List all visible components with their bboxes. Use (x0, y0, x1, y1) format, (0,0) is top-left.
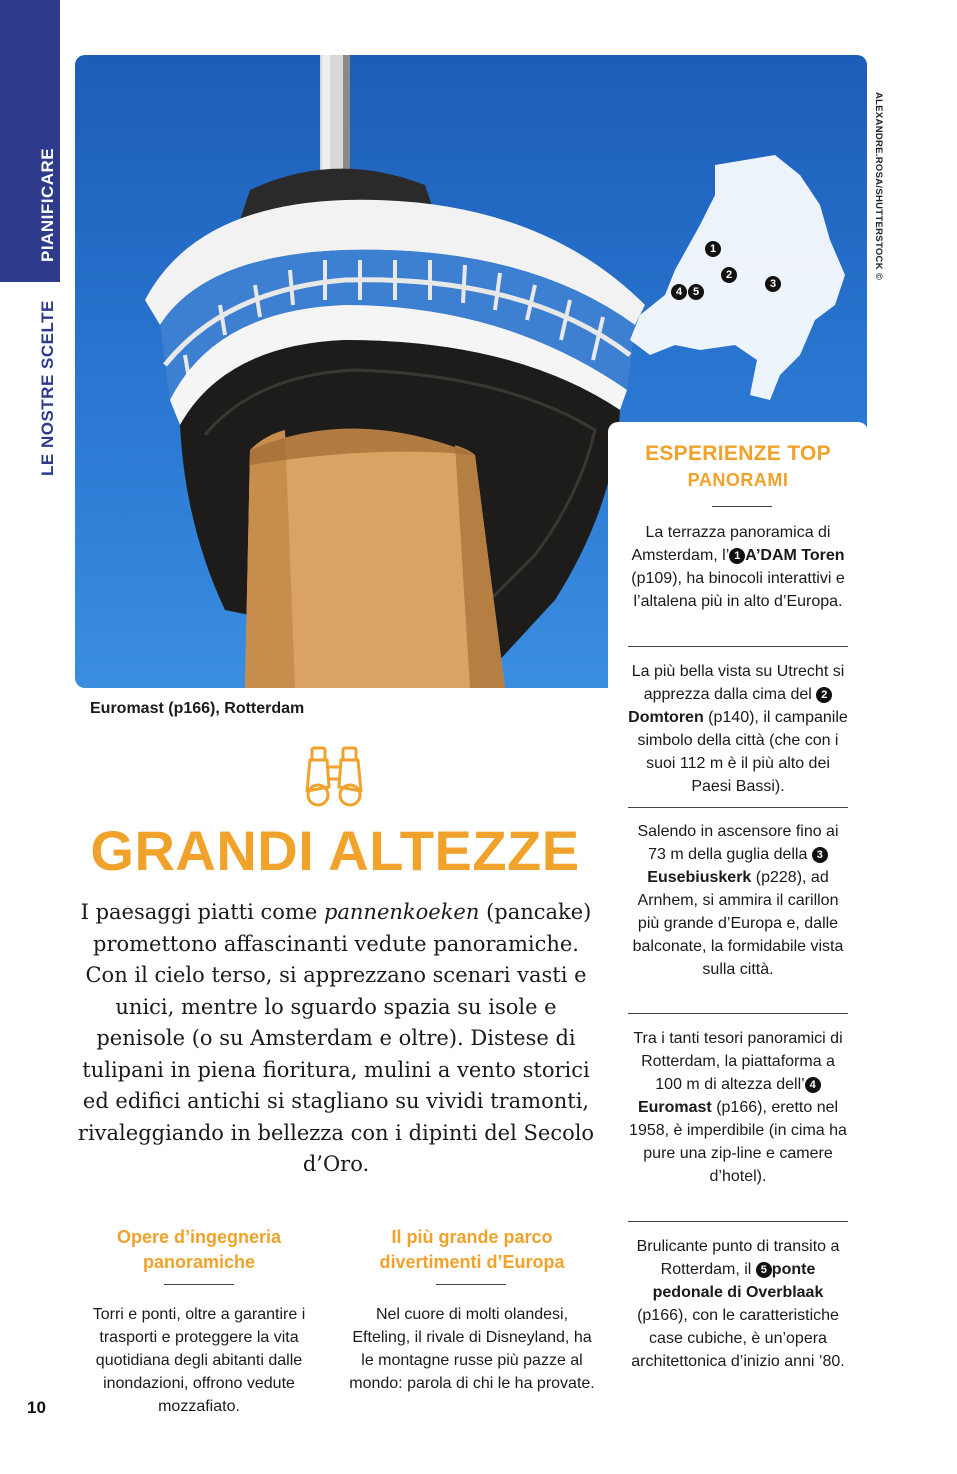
photo-credit: ALEXANDRE.ROSA/SHUTTERSTOCK © (873, 92, 884, 281)
divider (628, 1013, 848, 1014)
column-title: Il più grande parco divertimenti d’Europa (379, 1227, 565, 1272)
sidebar-item: Tra i tanti tesori panoramici di Rotterdam, la piattaforma a 100 m di altezza dell’ 4Euromast (p166), eretto nel 1958, è imperdibile (in cima ha pure una zip-line e camere d’hotel). (629, 1030, 847, 1185)
map-marker-2: 2 (721, 267, 737, 283)
column-text: Nel cuore di molti olandesi, Efteling, il rivale di Disneyland, ha le montagne russe più pazze al mondo: parola di chi le ha provate. (349, 1306, 595, 1392)
map-marker-4: 4 (671, 284, 687, 300)
sidebar-heading: ESPERIENZE TOP (645, 442, 831, 465)
photo-caption: Euromast (p166), Rotterdam (90, 700, 305, 717)
binoculars-icon (302, 745, 366, 807)
sidebar-subheading: PANORAMI (687, 470, 789, 490)
intro-paragraph: I paesaggi piatti come pannenkoeken (pancake) promettono affascinanti vedute panoramiche. Con il cielo terso, si apprezzano scenari vasti e unici, mentre lo sguardo spazia su isole e penisole (o su Amsterdam e oltre). Distese di tulipani in piena fioritura, mulini a vento storici ed edifici antichi si stagliano su vividi tramonti, rivaleggiando in bellezza con i dipinti del Secolo d’Oro. (77, 900, 595, 1176)
page-title: GRANDI ALTEZZE (90, 819, 580, 882)
top-experiences-sidebar (608, 422, 868, 1412)
sidebar-item: La terrazza panoramica di Amsterdam, l’ 1 A’DAM Toren (p109), ha binocoli interattivi e l’altalena più in alto d’Europa. (631, 524, 845, 610)
map-marker-5: 5 (688, 284, 704, 300)
divider (628, 1221, 848, 1222)
divider (628, 646, 848, 647)
map-marker-1: 1 (705, 241, 721, 257)
column-text: Torri e ponti, oltre a garantire i trasporti e proteggere la vita quotidiana degli abitanti dalle inondazioni, offrono vedute mozzafiato. (92, 1306, 306, 1415)
netherlands-map (630, 155, 845, 400)
divider (164, 1284, 234, 1285)
map-marker-3: 3 (765, 276, 781, 292)
column-title: Opere d’ingegneria panoramiche (116, 1227, 282, 1272)
sidebar-item: Salendo in ascensore fino ai 73 m della guglia della 3Eusebiuskerk (p228), ad Arnhem, si ammira il carillon più grande d’Europa e, dalle balconate, la formidabile vista sulla città. (632, 823, 844, 978)
subsection-tab-label: LE NOSTRE SCELTE (38, 300, 57, 476)
section-tab-label: PIANIFICARE (38, 147, 57, 262)
divider (712, 506, 772, 507)
sidebar-item: Brulicante punto di transito a Rotterdam, il 5 ponte pedonale di Overblaak (p166), con le caratteristiche case cubiche, è un’opera architettonica d’inizio anni ’80. (631, 1238, 845, 1370)
sidebar-item: La più bella vista su Utrecht si apprezza dalla cima del 2Domtoren (p140), il campanile simbolo della città (che con i suoi 112 m è il più alto dei Paesi Bassi). (628, 663, 848, 795)
page-number: 10 (27, 1398, 46, 1417)
divider (628, 807, 848, 808)
divider (436, 1284, 506, 1285)
